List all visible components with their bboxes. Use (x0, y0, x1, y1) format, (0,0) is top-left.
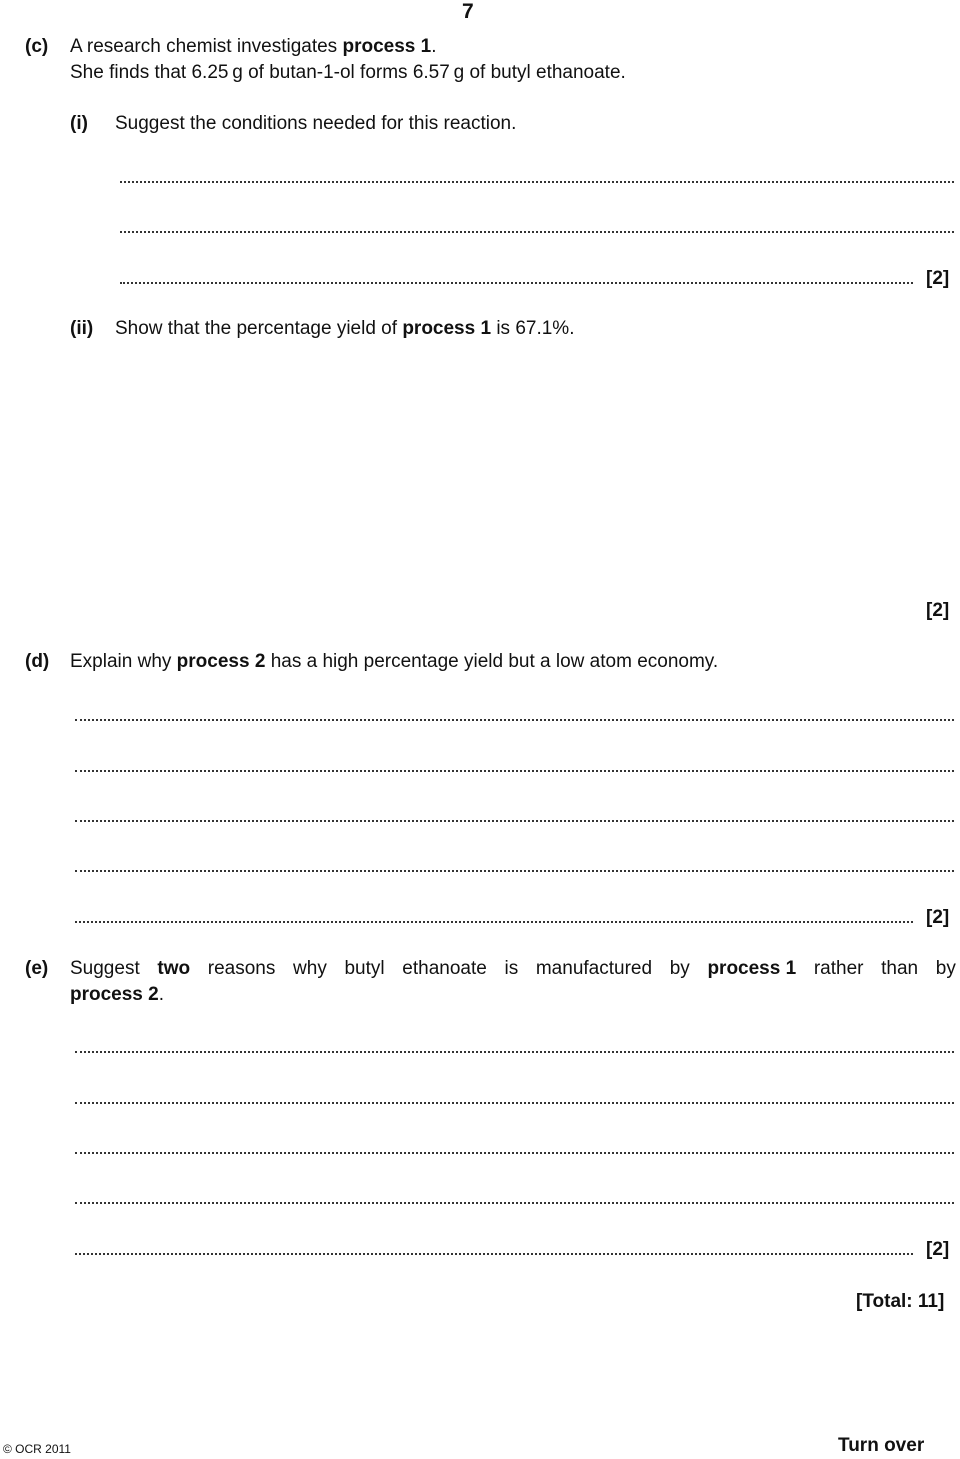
word: reasons (207, 958, 276, 979)
answer-line[interactable] (75, 918, 913, 923)
part-c-intro-line1 (70, 36, 436, 58)
answer-line[interactable] (75, 1250, 913, 1255)
answer-line[interactable] (75, 1099, 954, 1104)
page-number: 7 (462, 0, 474, 23)
part-c-i-label: (i) (70, 113, 88, 134)
answer-line[interactable] (75, 1149, 954, 1154)
process-1-term: process 1 (342, 36, 432, 57)
answer-line[interactable] (75, 1048, 954, 1053)
period: . (431, 36, 437, 57)
answer-line[interactable] (75, 817, 954, 822)
turn-over-text: Turn over (838, 1435, 925, 1456)
word: is (504, 958, 519, 979)
answer-line[interactable] (75, 1199, 954, 1204)
marks-c-ii: [2] (926, 600, 950, 621)
total-marks: [Total: 11] (856, 1291, 945, 1312)
answer-line[interactable] (75, 716, 954, 721)
part-d-question (70, 651, 718, 673)
answer-line[interactable] (75, 767, 954, 772)
process-1-term: process 1 (707, 958, 797, 979)
word: rather (813, 958, 864, 979)
part-d-text-end: has a high percentage yield but a low atom economy. (270, 651, 719, 672)
part-c-intro-line2: She finds that 6.25 g of butan-1-ol forms 6.57 g of butyl ethanoate. (70, 62, 626, 83)
word: why (293, 958, 327, 979)
process-2-term: process 2 (70, 984, 159, 1005)
period: . (158, 984, 165, 1005)
part-c-ii-text: Show that the percentage yield of (115, 318, 398, 339)
word: by (935, 958, 956, 979)
part-e-question-line1 (70, 958, 956, 980)
part-e-label: (e) (25, 958, 49, 979)
word: butyl (344, 958, 385, 979)
answer-line[interactable] (120, 178, 954, 183)
answer-line[interactable] (75, 867, 954, 872)
word: by (669, 958, 690, 979)
part-d-text: Explain why (70, 651, 172, 672)
answer-line[interactable] (120, 279, 913, 284)
word: manufactured (535, 958, 653, 979)
part-c-ii-text-end: is 67.1%. (496, 318, 575, 339)
marks-e: [2] (926, 1239, 950, 1260)
marks-c-i: [2] (926, 268, 950, 289)
word: than (881, 958, 919, 979)
part-c-i-question: Suggest the conditions needed for this reaction. (115, 113, 517, 134)
word: ethanoate (402, 958, 487, 979)
part-e-question-line2 (70, 984, 164, 1006)
part-d-label: (d) (25, 651, 50, 672)
process-2-term: process 2 (176, 651, 266, 672)
marks-d: [2] (926, 907, 950, 928)
part-c-ii-label: (ii) (70, 318, 94, 339)
word: Suggest (70, 958, 140, 979)
part-c-ii-question (115, 318, 574, 340)
two-term: two (157, 958, 191, 979)
process-1-term: process 1 (402, 318, 492, 339)
answer-line[interactable] (120, 228, 954, 233)
copyright-notice: © OCR 2011 (3, 1442, 71, 1456)
part-c-intro-text: A research chemist investigates (70, 36, 338, 57)
part-c-label: (c) (25, 36, 49, 57)
